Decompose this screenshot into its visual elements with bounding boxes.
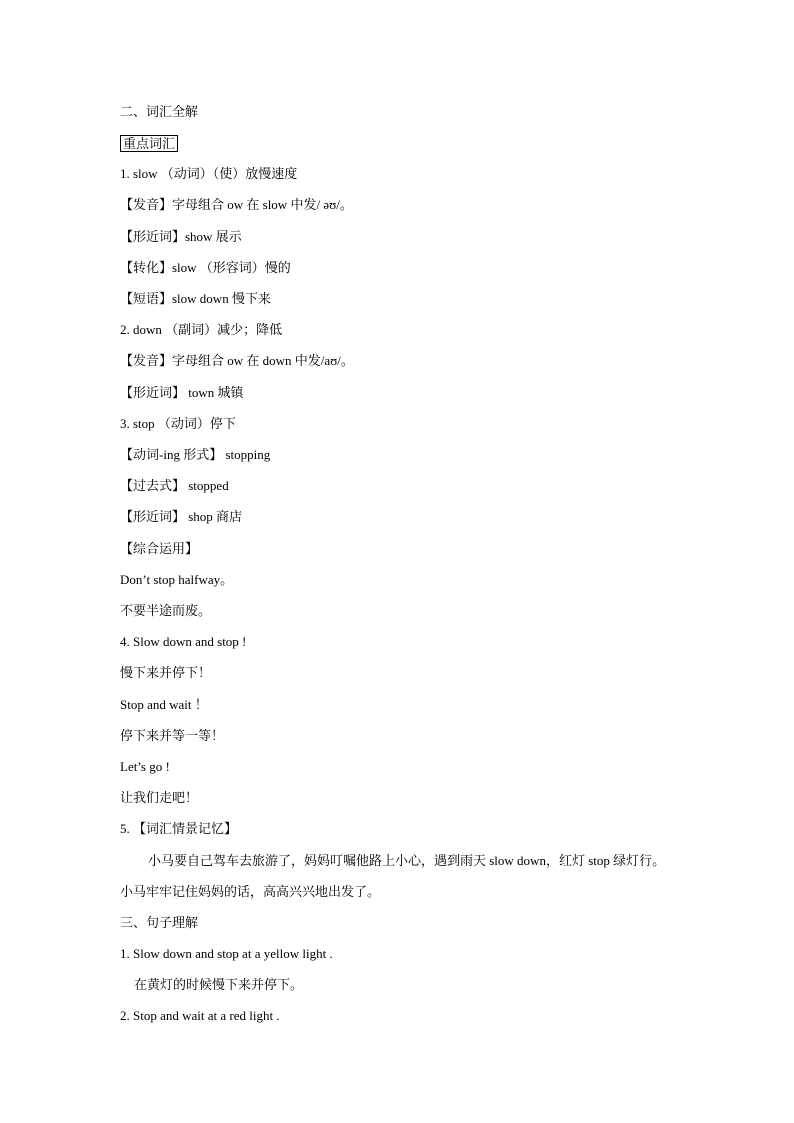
chant-line-3-zh: 让我们走吧！ (120, 790, 199, 805)
similar-word-show: 【形近词】show 展示 (120, 229, 242, 244)
past-tense-stopped: 【过去式】 stopped (120, 478, 229, 493)
scenario-story-paragraph (120, 845, 676, 907)
similar-word-town: 【形近词】 town 城镇 (120, 385, 244, 400)
chant-line-1-zh: 慢下来并停下！ (120, 665, 212, 680)
vocab-item-down: 2. down （副词）减少；降低 (120, 322, 283, 337)
key-words-label-wrapper (120, 135, 178, 152)
example-sentence-zh: 不要半途而废。 (120, 603, 212, 618)
phrase-slow-down: 【短语】slow down 慢下来 (120, 291, 271, 306)
chant-line-3-en: Let’s go ! (120, 759, 170, 774)
comprehensive-use-label: 【综合运用】 (120, 541, 199, 556)
chant-line-2-zh: 停下来并等一等！ (120, 728, 225, 743)
conversion-slow: 【转化】slow （形容词）慢的 (120, 260, 291, 275)
pronunciation-down: 【发音】字母组合 ow 在 down 中发/aʊ/。 (120, 353, 354, 368)
ing-form-stopping: 【动词-ing 形式】 stopping (120, 447, 271, 462)
section-heading-sentences: 三、句子理解 (120, 915, 199, 930)
chant-line-2-en: Stop and wait ！ (120, 697, 208, 712)
vocab-item-slow: 1. slow （动词）（使）放慢速度 (120, 166, 298, 181)
chant-line-1-en: 4. Slow down and stop ! (120, 634, 247, 649)
similar-word-shop: 【形近词】 shop 商店 (120, 509, 243, 524)
section-heading-vocab: 二、词汇全解 (120, 104, 199, 119)
scenario-memory-label: 5. 【词汇情景记忆】 (120, 821, 238, 836)
sentence-1-zh: 在黄灯的时候慢下来并停下。 (134, 977, 304, 992)
pronunciation-slow: 【发音】字母组合 ow 在 slow 中发/ əʊ/。 (120, 197, 353, 212)
sentence-2-en: 2. Stop and wait at a red light . (120, 1008, 280, 1023)
sentence-1-en: 1. Slow down and stop at a yellow light . (120, 946, 333, 961)
key-words-label: 重点词汇 (120, 135, 178, 152)
scenario-story-text: 小马要自己驾车去旅游了，妈妈叮嘱他路上小心，遇到雨天 slow down，红灯 stop 绿灯行。小马牢牢记住妈妈的话，高高兴兴地出发了。 (120, 853, 666, 899)
vocab-item-stop: 3. stop （动词）停下 (120, 416, 236, 431)
example-sentence-en: Don’t stop halfway。 (120, 572, 234, 587)
